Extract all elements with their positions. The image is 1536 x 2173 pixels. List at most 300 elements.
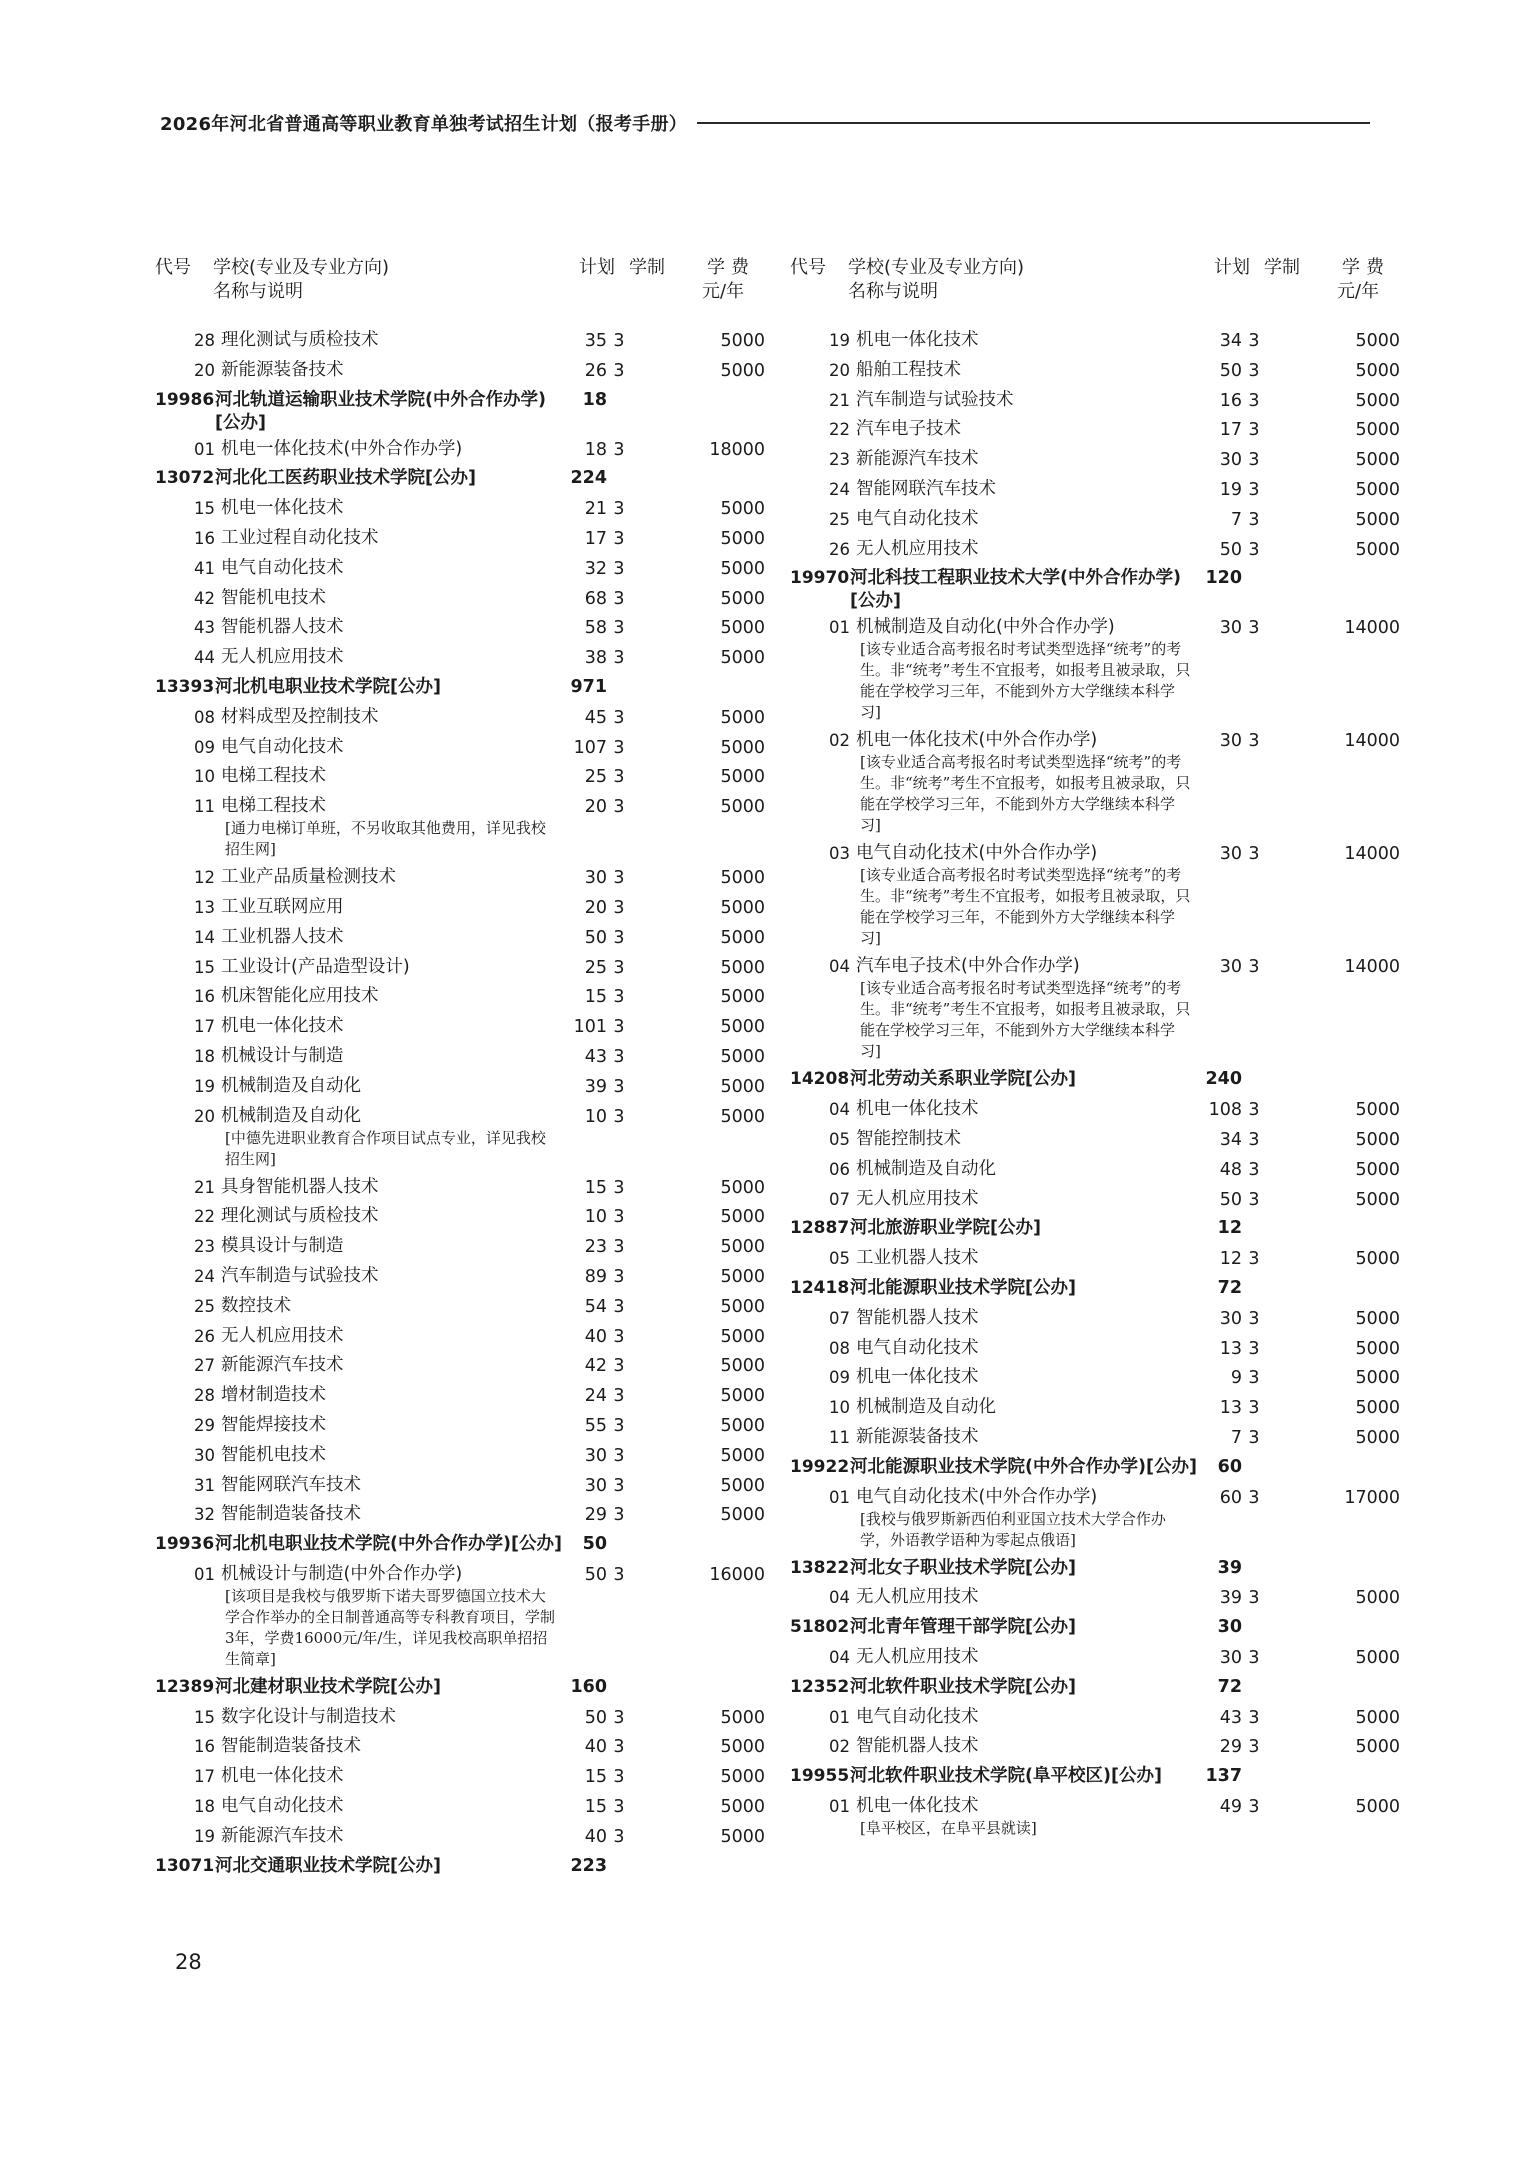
major-plan: 50 (1219, 1189, 1242, 1210)
major-code: 01 (829, 1796, 850, 1816)
major-years: 3 (613, 1296, 625, 1317)
major-name: 理化测试与质检技术 (221, 330, 379, 350)
major-plan: 15 (584, 1797, 607, 1818)
major-years: 3 (1248, 1189, 1260, 1210)
column-header-school: 学校(专业及专业方向) (848, 257, 1025, 278)
major-code: 18 (194, 1046, 215, 1066)
major-fee: 5000 (720, 987, 765, 1008)
major-note: [该专业适合高考报名时考试类型选择“统考”的考生。非“统考”考生不宜报考，如报考且被录取，只能在学校学习三年，不能到外方大学继续本科学习] (860, 753, 1191, 835)
major-years: 3 (613, 648, 625, 669)
school-plan: 240 (1205, 1069, 1242, 1090)
major-fee: 5000 (720, 1326, 765, 1347)
major-code: 17 (194, 1017, 215, 1037)
major-name: 智能网联汽车技术 (221, 1474, 361, 1495)
major-row (790, 1125, 1405, 1155)
major-row (155, 1411, 770, 1441)
major-code: 05 (829, 1129, 850, 1149)
major-code: 43 (194, 618, 215, 638)
major-fee: 5000 (720, 927, 765, 948)
major-note: [该项目是我校与俄罗斯下诺夫哥罗德国立技术大学合作举办的全日制普通高等专科教育项目，学制3年，学费16000元/年/生，详见我校高职单招招生简章] (225, 1586, 556, 1668)
major-years: 3 (1248, 844, 1260, 865)
major-plan: 35 (584, 331, 607, 351)
left-rows (155, 326, 770, 1881)
major-fee: 14000 (1344, 957, 1400, 978)
major-years: 3 (1248, 1487, 1260, 1508)
major-row (790, 726, 1405, 839)
major-name: 电气自动化技术(中外合作办学) (856, 1486, 1098, 1507)
major-fee: 5000 (1355, 1159, 1400, 1180)
major-plan: 55 (584, 1415, 607, 1436)
major-name: 机床智能化应用技术 (221, 986, 379, 1007)
major-row (790, 1583, 1405, 1613)
major-fee: 5000 (1355, 1129, 1400, 1150)
major-plan: 40 (584, 1826, 607, 1847)
major-row (155, 1262, 770, 1292)
major-row (155, 554, 770, 584)
major-row (155, 1042, 770, 1072)
major-fee: 5000 (720, 707, 765, 728)
major-code: 01 (829, 1707, 850, 1727)
school-row (790, 1673, 1405, 1703)
major-plan: 25 (584, 767, 607, 788)
major-note: [该专业适合高考报名时考试类型选择“统考”的考生。非“统考”考生不宜报考，如报考且被录取，只能在学校学习三年，不能到外方大学继续本科学习] (860, 979, 1191, 1061)
school-code: 19955 (790, 1766, 850, 1787)
major-name: 智能机电技术 (221, 587, 326, 608)
major-plan: 10 (584, 1207, 607, 1228)
major-code: 23 (829, 450, 850, 470)
major-row (155, 1322, 770, 1352)
major-name: 机械制造及自动化 (221, 1105, 361, 1126)
major-fee: 5000 (720, 499, 765, 520)
major-code: 01 (829, 618, 850, 638)
major-plan: 50 (1219, 360, 1242, 381)
major-fee: 5000 (1355, 450, 1400, 471)
major-code: 01 (194, 1564, 215, 1584)
major-plan: 10 (584, 1106, 607, 1127)
major-row (155, 982, 770, 1012)
major-fee: 5000 (1355, 1308, 1400, 1329)
major-years: 3 (613, 707, 625, 728)
page-number: 28 (175, 1950, 202, 1974)
major-plan: 40 (584, 1326, 607, 1347)
major-years: 3 (613, 1326, 625, 1347)
school-name: 河北交通职业技术学院[公办] (215, 1855, 441, 1876)
major-name: 智能机器人技术 (856, 1736, 979, 1757)
major-row (155, 923, 770, 953)
major-years: 3 (1248, 360, 1260, 381)
school-row (790, 1554, 1405, 1584)
major-row (155, 643, 770, 673)
major-code: 13 (194, 897, 215, 917)
major-years: 3 (1248, 1737, 1260, 1758)
major-years: 3 (613, 1797, 625, 1818)
major-row (155, 1762, 770, 1792)
major-code: 09 (194, 737, 215, 757)
major-code: 24 (194, 1266, 215, 1286)
major-name: 新能源汽车技术 (856, 449, 979, 470)
major-name: 机电一体化技术 (856, 1795, 979, 1816)
major-fee: 5000 (720, 588, 765, 609)
major-years: 3 (613, 797, 625, 818)
major-plan: 30 (1219, 957, 1242, 978)
right-rows (790, 326, 1405, 1842)
major-fee: 5000 (1355, 420, 1400, 441)
major-plan: 32 (584, 558, 607, 579)
major-years: 3 (613, 1564, 625, 1585)
major-plan: 50 (584, 1707, 607, 1728)
major-fee: 5000 (1355, 539, 1400, 560)
major-plan: 34 (1219, 331, 1242, 351)
major-fee: 5000 (720, 558, 765, 579)
major-fee: 5000 (1355, 1796, 1400, 1817)
major-code: 01 (829, 1487, 850, 1507)
major-fee: 5000 (1355, 390, 1400, 411)
page-header-title: 2026年河北省普通高等职业教育单独考试招生计划（报考手册） (160, 114, 688, 135)
major-row (155, 1703, 770, 1733)
school-plan: 30 (1217, 1617, 1242, 1638)
major-plan: 7 (1230, 1427, 1242, 1448)
major-row (790, 386, 1405, 416)
major-plan: 12 (1219, 1249, 1242, 1270)
major-code: 14 (194, 927, 215, 947)
major-plan: 20 (584, 797, 607, 818)
major-plan: 13 (1219, 1338, 1242, 1359)
major-plan: 30 (1219, 450, 1242, 471)
major-plan: 38 (584, 648, 607, 669)
major-fee: 5000 (720, 1386, 765, 1407)
school-code: 14208 (790, 1069, 850, 1090)
column-header-fee: 学费 (1342, 257, 1390, 278)
major-code: 03 (829, 844, 850, 864)
major-fee: 5000 (1355, 1588, 1400, 1609)
major-code: 15 (194, 1707, 215, 1727)
major-name: 数控技术 (221, 1295, 291, 1316)
major-note: [通力电梯订单班，不另收取其他费用，详见我校招生网] (225, 819, 546, 859)
major-name: 智能网联汽车技术 (856, 478, 996, 499)
major-years: 3 (613, 927, 625, 948)
column-header-name: 名称与说明 (213, 281, 303, 302)
major-years: 3 (1248, 1368, 1260, 1389)
major-name: 机械制造及自动化(中外合作办学) (856, 617, 1115, 638)
major-row (790, 1095, 1405, 1125)
major-plan: 29 (1219, 1737, 1242, 1758)
major-years: 3 (1248, 1588, 1260, 1609)
major-fee: 16000 (709, 1564, 765, 1585)
major-plan: 30 (1219, 1647, 1242, 1668)
major-plan: 25 (584, 957, 607, 978)
major-name: 机电一体化技术(中外合作办学) (856, 730, 1098, 751)
major-years: 3 (613, 439, 625, 460)
school-code: 19970 (790, 568, 850, 589)
major-row (155, 1792, 770, 1822)
major-fee: 5000 (720, 1356, 765, 1377)
major-code: 28 (194, 1386, 215, 1406)
major-years: 3 (1248, 1398, 1260, 1419)
school-code: 13822 (790, 1557, 850, 1578)
major-name: 机械制造及自动化 (221, 1075, 361, 1096)
major-name: 无人机应用技术 (856, 1646, 979, 1667)
major-fee: 5000 (720, 648, 765, 669)
major-row (155, 792, 770, 863)
school-row (790, 1274, 1405, 1304)
major-years: 3 (613, 1356, 625, 1377)
major-code: 04 (829, 957, 850, 977)
school-row (790, 1214, 1405, 1244)
school-row (155, 386, 770, 435)
major-row (790, 1792, 1405, 1842)
major-plan: 39 (584, 1076, 607, 1097)
column-header-years: 学制 (1264, 257, 1300, 278)
major-note: [阜平校区，在阜平县就读] (860, 1818, 1037, 1837)
major-years: 3 (1248, 618, 1260, 639)
major-fee: 5000 (720, 767, 765, 788)
major-plan: 26 (584, 360, 607, 381)
left-column (155, 256, 770, 1881)
major-plan: 60 (1219, 1487, 1242, 1508)
school-row (790, 1065, 1405, 1095)
major-name: 机电一体化技术 (856, 1099, 979, 1120)
major-fee: 5000 (1355, 1189, 1400, 1210)
major-name: 机械设计与制造 (221, 1045, 344, 1066)
major-row (155, 703, 770, 733)
major-code: 11 (194, 797, 215, 817)
major-name: 智能焊接技术 (221, 1414, 326, 1435)
major-row (155, 1173, 770, 1203)
major-row (790, 1732, 1405, 1762)
major-name: 电气自动化技术 (221, 736, 344, 757)
major-fee: 5000 (1355, 1368, 1400, 1389)
page-header (160, 108, 1370, 138)
major-years: 3 (613, 1237, 625, 1258)
major-name: 汽车电子技术 (856, 419, 961, 440)
major-years: 3 (1248, 1100, 1260, 1121)
major-plan: 107 (573, 737, 607, 758)
major-fee: 5000 (1355, 509, 1400, 530)
major-plan: 30 (1219, 1308, 1242, 1329)
school-code: 13072 (155, 468, 215, 489)
major-name: 智能制造装备技术 (221, 1736, 361, 1757)
major-code: 10 (829, 1398, 850, 1418)
major-row (790, 326, 1405, 356)
school-code: 12352 (790, 1676, 850, 1697)
major-code: 19 (194, 1076, 215, 1096)
school-plan: 971 (570, 676, 607, 697)
major-name: 智能机电技术 (221, 1444, 326, 1465)
school-code: 12418 (790, 1277, 850, 1298)
school-code: 51802 (790, 1617, 850, 1638)
school-name: 河北女子职业技术学院[公办] (850, 1557, 1076, 1578)
major-plan: 68 (584, 588, 607, 609)
school-row (790, 1613, 1405, 1643)
major-row (790, 535, 1405, 565)
major-row (155, 1012, 770, 1042)
major-plan: 45 (584, 707, 607, 728)
major-years: 3 (613, 767, 625, 788)
major-row (790, 1703, 1405, 1733)
major-name: 机械制造及自动化 (856, 1397, 996, 1418)
major-plan: 20 (584, 897, 607, 918)
major-code: 20 (829, 360, 850, 380)
major-years: 3 (1248, 1308, 1260, 1329)
major-years: 3 (613, 1826, 625, 1847)
major-fee: 5000 (720, 1826, 765, 1847)
major-code: 19 (829, 331, 850, 350)
major-row (790, 1393, 1405, 1423)
major-fee: 5000 (720, 1475, 765, 1496)
school-code: 12887 (790, 1218, 850, 1239)
major-code: 22 (194, 1207, 215, 1227)
column-header (155, 256, 770, 326)
major-row (790, 1643, 1405, 1673)
major-name: 电梯工程技术 (221, 796, 326, 817)
school-name: 河北机电职业技术学院(中外合作办学)[公办] (215, 1534, 562, 1555)
major-name: 材料成型及控制技术 (221, 706, 379, 727)
major-fee: 5000 (1355, 1249, 1400, 1270)
major-name: 机电一体化技术(中外合作办学) (221, 438, 463, 459)
major-years: 3 (613, 1076, 625, 1097)
major-years: 3 (613, 528, 625, 549)
major-years: 3 (613, 618, 625, 639)
major-years: 3 (1248, 1427, 1260, 1448)
column-header-school: 学校(专业及专业方向) (213, 257, 390, 278)
column-header-years: 学制 (629, 257, 665, 278)
major-row (155, 1102, 770, 1173)
major-years: 3 (1248, 479, 1260, 500)
major-row (790, 1244, 1405, 1274)
school-code: 19922 (790, 1456, 850, 1477)
major-years: 3 (1248, 957, 1260, 978)
school-row (790, 1453, 1405, 1483)
major-row (155, 1560, 770, 1673)
major-code: 30 (194, 1445, 215, 1465)
major-name: 电气自动化技术 (856, 1337, 979, 1358)
major-row (790, 1185, 1405, 1215)
major-code: 04 (829, 1588, 850, 1608)
major-row (155, 494, 770, 524)
major-name: 机电一体化技术 (221, 1016, 344, 1037)
major-row (790, 952, 1405, 1065)
school-plan: 72 (1217, 1277, 1242, 1298)
major-years: 3 (613, 897, 625, 918)
major-row (790, 1334, 1405, 1364)
major-plan: 23 (584, 1237, 607, 1258)
major-row (790, 475, 1405, 505)
major-name: 无人机应用技术 (856, 1188, 979, 1209)
major-years: 3 (613, 1475, 625, 1496)
major-plan: 15 (584, 1177, 607, 1198)
major-fee: 5000 (1355, 360, 1400, 381)
school-name: 河北机电职业技术学院[公办] (215, 676, 441, 697)
major-plan: 29 (584, 1505, 607, 1526)
major-fee: 5000 (720, 1707, 765, 1728)
school-name: 河北旅游职业学院[公办] (850, 1218, 1041, 1239)
major-name: 新能源装备技术 (856, 1426, 979, 1447)
major-name: 机电一体化技术 (856, 330, 979, 350)
major-code: 02 (829, 1737, 850, 1757)
school-plan: 12 (1217, 1218, 1242, 1239)
column-header-fee: 学费 (707, 257, 755, 278)
major-row (155, 733, 770, 763)
major-row (790, 415, 1405, 445)
major-name: 无人机应用技术 (856, 1587, 979, 1608)
school-plan: 224 (570, 468, 607, 489)
major-name: 新能源装备技术 (221, 359, 344, 380)
major-plan: 49 (1219, 1796, 1242, 1817)
major-years: 3 (613, 1207, 625, 1228)
major-name: 机械制造及自动化 (856, 1158, 996, 1179)
major-row (155, 326, 770, 356)
major-plan: 58 (584, 618, 607, 639)
major-code: 02 (829, 731, 850, 751)
major-fee: 5000 (720, 1737, 765, 1758)
major-code: 29 (194, 1415, 215, 1435)
major-years: 3 (1248, 1129, 1260, 1150)
major-row (790, 1423, 1405, 1453)
major-name: 新能源汽车技术 (221, 1825, 344, 1846)
major-row (155, 435, 770, 465)
major-row (155, 356, 770, 386)
major-note: [中德先进职业教育合作项目试点专业，详见我校招生网] (225, 1128, 546, 1168)
major-code: 16 (194, 1737, 215, 1757)
school-name: 河北化工医药职业技术学院[公办] (215, 468, 476, 489)
major-code: 04 (829, 1100, 850, 1120)
school-code: 13071 (155, 1855, 215, 1876)
major-plan: 39 (1219, 1588, 1242, 1609)
major-row (155, 1351, 770, 1381)
column-header-fee-unit: 元/年 (702, 281, 745, 302)
major-name: 智能机器人技术 (221, 617, 344, 638)
school-row (155, 1673, 770, 1703)
major-years: 3 (613, 1707, 625, 1728)
major-name: 具身智能机器人技术 (221, 1176, 379, 1197)
major-plan: 15 (584, 1767, 607, 1788)
major-row (155, 953, 770, 983)
major-code: 44 (194, 648, 215, 668)
school-code: 19986 (155, 389, 215, 410)
major-name: 理化测试与质检技术 (221, 1206, 379, 1227)
major-name: 电气自动化技术 (221, 1796, 344, 1817)
major-note: [该专业适合高考报名时考试类型选择“统考”的考生。非“统考”考生不宜报考，如报考且被录取，只能在学校学习三年，不能到外方大学继续本科学习] (860, 866, 1191, 948)
major-name: 汽车电子技术(中外合作办学) (856, 956, 1080, 977)
major-plan: 101 (573, 1017, 607, 1038)
column-header-plan: 计划 (1214, 257, 1250, 278)
major-plan: 9 (1230, 1368, 1242, 1389)
major-years: 3 (1248, 1647, 1260, 1668)
major-code: 41 (194, 558, 215, 578)
school-name: 河北轨道运输职业技术学院(中外合作办学)[公办] (215, 389, 546, 433)
major-fee: 14000 (1344, 844, 1400, 865)
column-header (790, 256, 1405, 326)
major-code: 28 (194, 331, 215, 350)
major-note: [我校与俄罗斯新西伯利亚国立技术大学合作办学，外语教学语种为零起点俄语] (860, 1509, 1166, 1549)
major-code: 25 (194, 1296, 215, 1316)
major-name: 电气自动化技术 (221, 557, 344, 578)
column-header-fee-unit: 元/年 (1337, 281, 1380, 302)
major-plan: 19 (1219, 479, 1242, 500)
major-name: 机电一体化技术 (221, 1766, 344, 1787)
major-fee: 5000 (720, 1177, 765, 1198)
major-name: 无人机应用技术 (221, 647, 344, 668)
major-plan: 42 (584, 1356, 607, 1377)
major-years: 3 (613, 1386, 625, 1407)
major-row (790, 1483, 1405, 1554)
major-code: 16 (194, 987, 215, 1007)
major-name: 船舶工程技术 (856, 359, 961, 380)
major-row (155, 1381, 770, 1411)
major-years: 3 (613, 588, 625, 609)
major-code: 18 (194, 1797, 215, 1817)
major-years: 3 (1248, 1338, 1260, 1359)
